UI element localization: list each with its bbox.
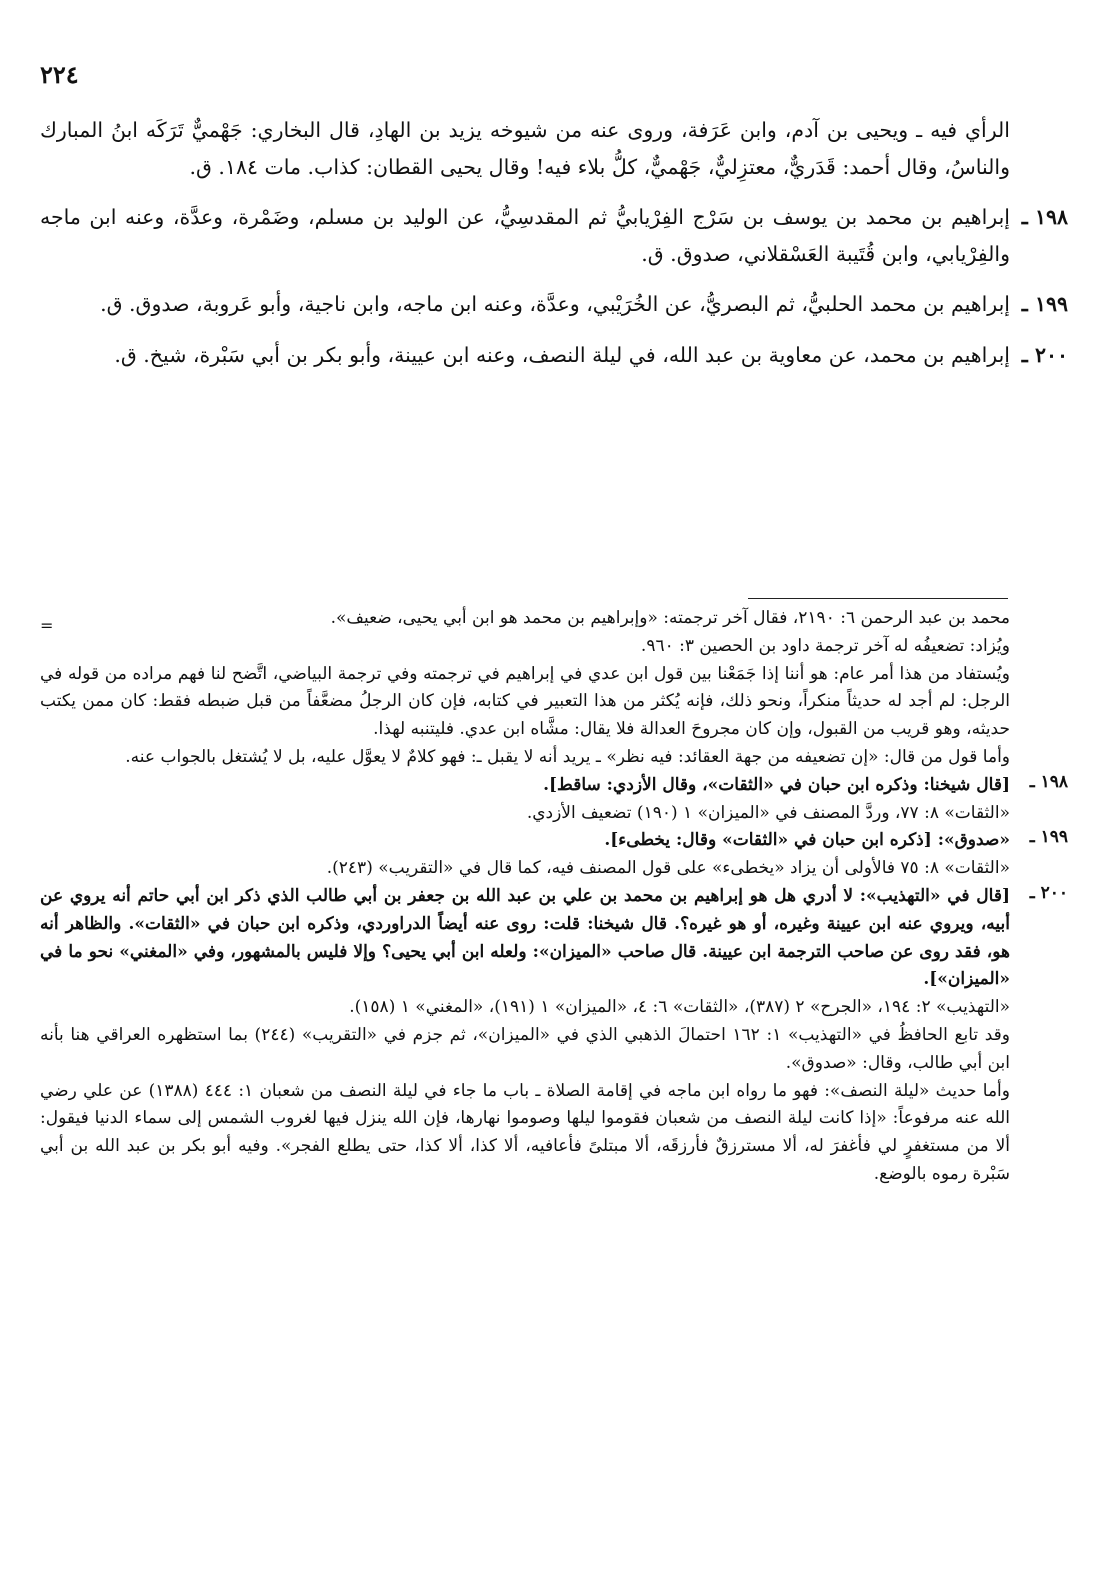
footnote-line: «التهذيب» ٢: ١٩٤، «الجرح» ٢ (٣٨٧)، «الثقات» ٦: ٤، «الميزان» ١ (١٩١)، «المغني» ١ (١٥٨). <box>349 997 1010 1018</box>
continuation-paragraph: الرأي فيه ـ ويحيى بن آدم، وابن عَرَفة، وروى عنه من شيوخه يزيد بن الهادِ، قال البخاري: جَهْميٌّ تَرَكَه ابنُ المبارك والناسُ، وقال أحمد: قَدَريٌّ، معتزِليٌّ، جَهْميٌّ، كلُّ بلاء فيه! وقال يحيى القطان: كذاب. مات ١٨٤. ق. <box>40 118 1010 179</box>
page-number: ٢٢٤ <box>40 60 79 89</box>
book-page <box>40 60 1068 1560</box>
footnote-line: «الثقات» ٨: ٧٥ فالأولى أن يزاد «يخطىء» على قول المصنف فيه، كما قال في «التقريب» (٢٤٣). <box>326 858 1010 879</box>
entry-200 <box>40 337 1068 374</box>
entry-text: إبراهيم بن محمد، عن معاوية بن عبد الله، في ليلة النصف، وعنه ابن عيينة، وأبو بكر بن أبي سَبْرة، شيخ. ق. <box>114 342 1010 367</box>
footnotes-section <box>40 598 1068 1189</box>
footnote-lead: [قال في «التهذيب»: لا أدري هل هو إبراهيم بن محمد بن علي بن عبد الله بن جعفر بن أبي طالب الذي ذكر ابن أبي حاتم أنه يروي عن أبيه، ويروي عنه ابن عيينة وغيره، أو هو غيره؟. قال شيخنا: قلت: روى عنه أيضاً الدراوردي، وذكره ابن حبان في «الثقات». والظاهر أنه هو، فقد روى عن صاحب الترجمة ابن عيينة. قال صاحب «الميزان»: ولعله ابن أبي يحيى؟ وإلا فليس بالمشهور، وفي «المغني» نحو ما في «الميزان»]. <box>40 885 1010 990</box>
footnote-199 <box>40 827 1068 883</box>
footnote-number: ١٩٩ ـ <box>1029 827 1068 848</box>
entry-number: ١٩٩ ـ <box>1021 292 1068 316</box>
entry-198 <box>40 199 1068 272</box>
entry-number: ١٩٨ ـ <box>1021 205 1068 229</box>
footnote-intro-line: ويُزاد: تضعيفُه له آخر ترجمة داود بن الحصين ٣: ٩٦٠. <box>640 635 1010 656</box>
main-text <box>40 112 1068 387</box>
entry-text: إبراهيم بن محمد الحلبيُّ، ثم البصريُّ، عن الخُرَيْبي، وعدَّة، وعنه ابن ماجه، وابن ناجية، وأبو عَروبة، صدوق. ق. <box>100 292 1010 316</box>
footnote-number: ١٩٨ ـ <box>1029 771 1068 792</box>
footnote-line: وقد تابع الحافظُ في «التهذيب» ١: ١٦٢ احتمالَ الذهبي الذي في «الميزان»، ثم جزم في «التقريب» (٢٤٤) بما استظهره العراقي هنا بأنه ابن أبي طالب، وقال: «صدوق». <box>40 1024 1011 1073</box>
footnote-lead: [قال شيخنا: وذكره ابن حبان في «الثقات»، وقال الأزدي: ساقط]. <box>543 774 1010 795</box>
entry-number: ٢٠٠ ـ <box>1021 342 1068 367</box>
footnote-line: «الثقات» ٨: ٧٧، وردَّ المصنف في «الميزان» ١ (١٩٠) تضعيف الأزدي. <box>526 802 1010 823</box>
entry-199 <box>40 286 1068 323</box>
footnote-separator <box>748 598 1008 599</box>
footnote-intro-line: محمد بن عبد الرحمن ٦: ٢١٩٠، فقال آخر ترجمته: «وإبراهيم بن محمد هو ابن أبي يحيى، ضعيف». <box>330 608 1010 628</box>
continuation-marker: = <box>40 616 54 635</box>
footnote-lead: «صدوق»: [ذكره ابن حبان في «الثقات» وقال: يخطىء]. <box>604 830 1010 851</box>
footnote-200 <box>40 883 1068 1189</box>
footnote-line: وأما حديث «ليلة النصف»: فهو ما رواه ابن ماجه في إقامة الصلاة ـ باب ما جاء في ليلة النصف من شعبان ١: ٤٤٤ (١٣٨٨) عن علي رضي الله عنه مرفوعاً: «إذا كانت ليلة النصف من شعبان فقوموا ليلها وصوموا نهارها، فإن الله ينزل فيها لغروب الشمس إلى سماء الدنيا فيقول: ألا من مستغفرٍ لي فأغفرَ له، ألا مسترزقٌ فأرزقَه، ألا مبتلىً فأعافيه، ألا كذا، ألا كذا، حتى يطلع الفجر». وفيه أبو بكر بن عبد الله بن أبي سَبْرة رموه بالوضع. <box>40 1080 1010 1184</box>
entry-text: إبراهيم بن محمد بن يوسف بن سَرْج الفِرْيابيُّ ثم المقدسِيُّ، عن الوليد بن مسلم، وضَمْرة، وعدَّة، وعنه ابن ماجه والفِرْيابي، وابن قُتَيبة العَسْقلاني، صدوق. ق. <box>40 205 1010 266</box>
footnote-number: ٢٠٠ ـ <box>1029 882 1068 903</box>
footnote-intro-paragraph: وأما قول من قال: «إن تضعيفه من جهة العقائد: فيه نظر» ـ يريد أنه لا يقبل ـ: فهو كلامٌ لا يعوَّل عليه، بل لا يُشتغل بالجواب عنه. <box>125 746 1010 767</box>
footnote-intro-paragraph: ويُستفاد من هذا أمر عام: هو أننا إذا جَمَعْنا بين قول ابن عدي في إبراهيم في ترجمته وفي ترجمة البياضي، اتَّضح لنا فهم مراده من قوله في الرجل: لم أجد له حديثاً منكراً، ونحو ذلك، فإنه يُكثر من هذا التعبير في كتابه، فإن كان الرجلُ مضعَّفاً من قبل ضبطه فقط: كان ممن يكتب حديثه، وهو قريب من القبول، وإن كان مجروحَ العدالة فلا يقال: مشَّاه ابن عدي. فليتنبه لهذا. <box>40 663 1010 740</box>
footnote-198 <box>40 772 1068 828</box>
